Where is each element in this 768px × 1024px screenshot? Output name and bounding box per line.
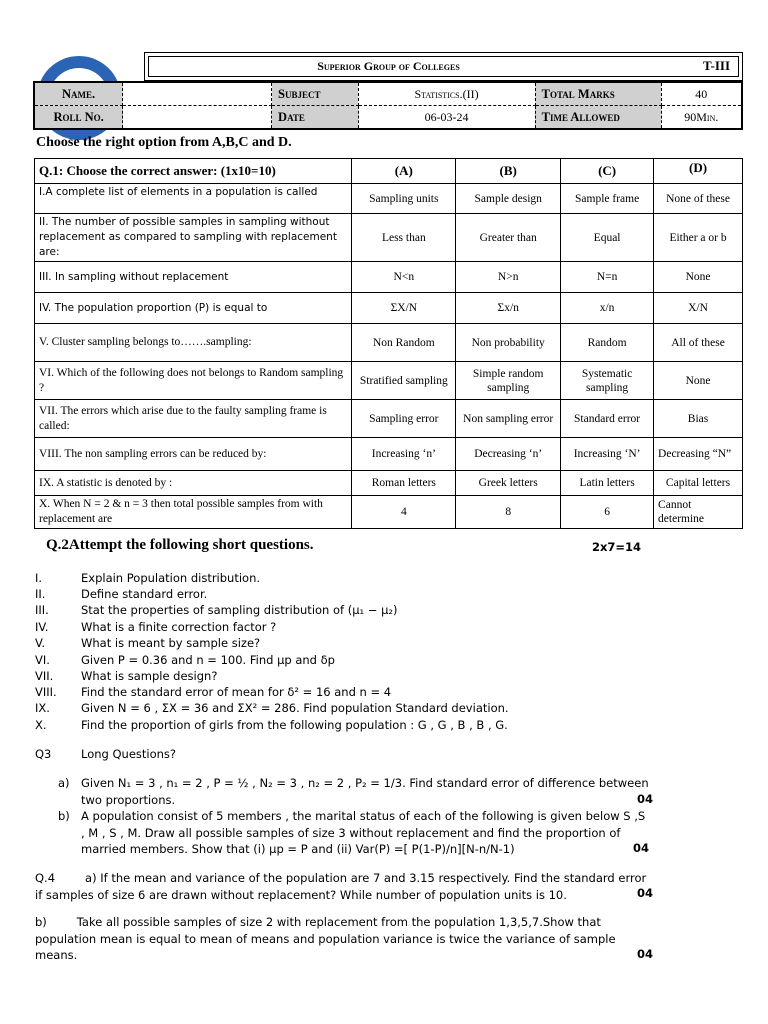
short-question-text: Find the proportion of girls from the following population : G , G , B , B , G.: [81, 718, 508, 732]
short-question-number: VI.: [35, 653, 50, 667]
long-question-b: [0, 808, 660, 858]
total-marks-label: Total Marks: [535, 82, 661, 106]
mcq-option-a[interactable]: Roman letters: [352, 471, 456, 496]
mcq-option-d[interactable]: Either a or b: [654, 214, 743, 262]
q4-b-label: b): [35, 915, 47, 929]
q1-heading: Q.1: Choose the correct answer: (1x10=10): [35, 159, 352, 184]
name-label: Name.: [34, 82, 123, 106]
short-question-number: I.: [35, 571, 43, 585]
long-question-label: a): [58, 776, 70, 790]
option-header-a: (A): [352, 159, 456, 184]
instruction: Choose the right option from A,B,C and D.: [36, 135, 292, 150]
q4-label: Q.4: [35, 871, 56, 885]
short-question-text: Given P = 0.36 and n = 100. Find μp and δp: [81, 653, 335, 667]
q2-marks: 2x7=14: [592, 540, 642, 554]
paper-code: T-III: [703, 58, 730, 73]
mcq-question: II. The number of possible samples in sampling without replacement as compared to sampling with replacement are:: [35, 214, 352, 262]
q4-b-marks: 04: [637, 947, 654, 961]
time-value: 90Min.: [661, 106, 742, 130]
q4-part-b: [35, 914, 657, 964]
short-question-text: Find the standard error of mean for δ² = 16 and n = 4: [81, 685, 392, 699]
short-question-text: Stat the properties of sampling distribution of (μ₁ − μ₂): [81, 603, 398, 617]
short-question-text: What is a finite correction factor ?: [81, 620, 277, 634]
mcq-option-a[interactable]: Sampling error: [352, 400, 456, 438]
subject-value: Statistics.(II): [358, 82, 535, 106]
mcq-option-d[interactable]: All of these: [654, 324, 743, 362]
mcq-option-c[interactable]: Systematic sampling: [561, 362, 654, 400]
mcq-question: X. When N = 2 & n = 3 then total possible samples from with replacement are: [35, 496, 352, 529]
mcq-row: [35, 293, 743, 324]
mcq-question: VII. The errors which arise due to the faulty sampling frame is called:: [35, 400, 352, 438]
short-question-text: What is meant by sample size?: [81, 636, 261, 650]
mcq-row: [35, 438, 743, 471]
mcq-option-d[interactable]: Cannot determine: [654, 496, 743, 529]
mcq-option-c[interactable]: Increasing ‘N’: [561, 438, 654, 471]
roll-label: Roll No.: [34, 106, 123, 130]
option-header-d: (D): [654, 159, 743, 184]
mcq-question: I.A complete list of elements in a population is called: [35, 184, 352, 214]
short-question-number: IV.: [35, 620, 49, 634]
mcq-option-c[interactable]: N=n: [561, 262, 654, 293]
total-marks-value: 40: [661, 82, 742, 106]
mcq-option-c[interactable]: 6: [561, 496, 654, 529]
q4-a-text: a) If the mean and variance of the population are 7 and 3.15 respectively. Find the standard error if samples of size 6 are drawn without replacement? While number of population units is 10.: [35, 871, 647, 902]
name-field[interactable]: [123, 82, 272, 106]
mcq-option-a[interactable]: Stratified sampling: [352, 362, 456, 400]
mcq-option-c[interactable]: Sample frame: [561, 184, 654, 214]
short-question-number: VIII.: [35, 685, 57, 699]
student-info-table: [33, 81, 743, 130]
mcq-question: III. In sampling without replacement: [35, 262, 352, 293]
mcq-row: [35, 471, 743, 496]
long-question-label: b): [58, 809, 70, 823]
q4-b-text: Take all possible samples of size 2 with replacement from the population 1,3,5,7.Show that population mean is equal to mean of means and population variance is twice the variance of sample means.: [35, 915, 616, 962]
mcq-option-d[interactable]: Bias: [654, 400, 743, 438]
mcq-row: [35, 184, 743, 214]
mcq-row: [35, 214, 743, 262]
mcq-option-a[interactable]: Increasing ‘n’: [352, 438, 456, 471]
short-question-text: Define standard error.: [81, 587, 208, 601]
short-question-number: X.: [35, 718, 47, 732]
mcq-table: [34, 158, 743, 529]
mcq-question: VIII. The non sampling errors can be reduced by:: [35, 438, 352, 471]
mcq-option-b[interactable]: Decreasing ‘n’: [456, 438, 561, 471]
mcq-row: [35, 400, 743, 438]
mcq-option-a[interactable]: Non Random: [352, 324, 456, 362]
mcq-option-b[interactable]: Sample design: [456, 184, 561, 214]
mcq-option-b[interactable]: Non probability: [456, 324, 561, 362]
mcq-option-d[interactable]: Decreasing “N”: [654, 438, 743, 471]
option-header-c: (C): [561, 159, 654, 184]
time-label: Time Allowed: [535, 106, 661, 130]
mcq-row: [35, 496, 743, 529]
q3-title: Long Questions?: [81, 747, 177, 761]
short-question-number: II.: [35, 587, 46, 601]
mcq-option-b[interactable]: Σx/n: [456, 293, 561, 324]
mcq-row: [35, 324, 743, 362]
short-question-number: VII.: [35, 669, 54, 683]
date-value: 06-03-24: [358, 106, 535, 130]
subject-label: Subject: [272, 82, 358, 106]
mcq-option-d[interactable]: Capital letters: [654, 471, 743, 496]
mcq-option-d[interactable]: None: [654, 362, 743, 400]
mcq-question: V. Cluster sampling belongs to…….sampling:: [35, 324, 352, 362]
mcq-option-c[interactable]: Random: [561, 324, 654, 362]
long-question-text: A population consist of 5 members , the marital status of each of the following is given below S ,S , M , S , M. Draw all possible samples of size 3 without replacement and find the proportion of married members. Show that (i) μp = P and (ii) Var(P) =[ P(1-P)/n][N-n/N-1): [81, 809, 646, 856]
mcq-option-d[interactable]: None of these: [654, 184, 743, 214]
q4-part-a: [35, 870, 657, 903]
title-banner: [144, 52, 743, 81]
long-question-a: [0, 775, 660, 809]
mcq-option-a[interactable]: Less than: [352, 214, 456, 262]
mcq-option-a[interactable]: Sampling units: [352, 184, 456, 214]
q4-a-marks: 04: [637, 886, 654, 900]
mcq-row: [35, 262, 743, 293]
short-question-number: V.: [35, 636, 46, 650]
q2-title: Q.2Attempt the following short questions.: [46, 537, 314, 553]
q3-label: Q3: [35, 747, 52, 761]
q3-heading: [35, 747, 177, 761]
mcq-option-d[interactable]: X/N: [654, 293, 743, 324]
mcq-option-b[interactable]: Simple random sampling: [456, 362, 561, 400]
mcq-option-b[interactable]: 8: [456, 496, 561, 529]
date-label: Date: [272, 106, 358, 130]
college-name: Superior Group of Colleges: [317, 59, 460, 73]
roll-field[interactable]: [123, 106, 272, 130]
mcq-option-b[interactable]: Non sampling error: [456, 400, 561, 438]
short-question-number: IX.: [35, 701, 50, 715]
mcq-option-b[interactable]: Greater than: [456, 214, 561, 262]
mcq-option-b[interactable]: Greek letters: [456, 471, 561, 496]
mcq-option-a[interactable]: N<n: [352, 262, 456, 293]
long-question-marks: 04: [633, 841, 650, 855]
mcq-option-a[interactable]: ΣX/N: [352, 293, 456, 324]
mcq-option-c[interactable]: x/n: [561, 293, 654, 324]
short-question-text: Explain Population distribution.: [81, 571, 261, 585]
mcq-option-c[interactable]: Latin letters: [561, 471, 654, 496]
short-question-text: What is sample design?: [81, 669, 218, 683]
long-question-marks: 04: [637, 792, 654, 806]
mcq-option-c[interactable]: Equal: [561, 214, 654, 262]
option-header-b: (B): [456, 159, 561, 184]
mcq-row: [35, 362, 743, 400]
mcq-question: VI. Which of the following does not belongs to Random sampling ?: [35, 362, 352, 400]
short-question-number: III.: [35, 603, 49, 617]
short-question-text: Given N = 6 , ΣX = 36 and ΣX² = 286. Find population Standard deviation.: [81, 701, 509, 715]
mcq-option-b[interactable]: N>n: [456, 262, 561, 293]
mcq-option-c[interactable]: Standard error: [561, 400, 654, 438]
mcq-question: IX. A statistic is denoted by :: [35, 471, 352, 496]
long-question-text: Given N₁ = 3 , n₁ = 2 , P = ½ , N₂ = 3 , n₂ = 2 , P₂ = 1/3. Find standard error of difference between two proportions.: [81, 776, 649, 807]
mcq-question: IV. The population proportion (P) is equal to: [35, 293, 352, 324]
mcq-option-a[interactable]: 4: [352, 496, 456, 529]
mcq-option-d[interactable]: None: [654, 262, 743, 293]
